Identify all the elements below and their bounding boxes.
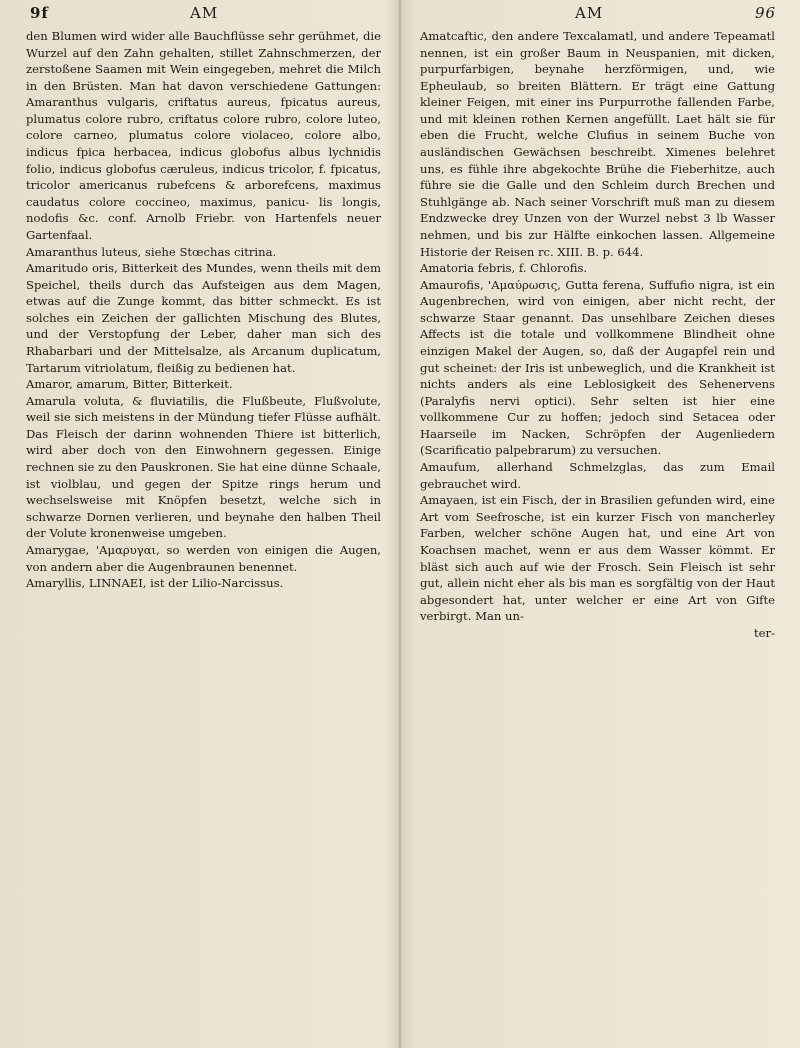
page-gutter: [398, 0, 402, 1048]
entry-amarygae: Amarygae, 'Aμαρυγαι, so werden von einigen die Augen, von andern aber die Augenbraunen benennet.: [26, 542, 381, 574]
entry-amaranthus-luteus: Amaranthus luteus, siehe Stœchas citrina.: [26, 244, 277, 259]
left-running-head: AM: [190, 4, 219, 22]
right-running-head: AM: [575, 4, 604, 22]
running-header: [0, 4, 800, 26]
left-page-number: 9f: [30, 4, 49, 22]
entry-amatcaftic: Amatcaftic, den andere Texcalamatl, und andere Tepeamatl nennen, ist ein großer Baum in Neuspanien, mit dicken, purpurfarbigen, beynahe herzförmigen, und, wie Epheulaub, so breiten Blättern. Er trägt eine Gattung kleiner Feigen, mit einer ins Purpurrothe fallenden Farbe, und mit kleinen rothen Kernen angefüllt. Laet hält sie für eben die Frucht, welche Clufius in seinem Buche von ausländischen Gewächsen beschreibt. Ximenes belehret uns, es fühle ihre abgekochte Brühe die Fieberhitze, auch führe sie die Galle und den Schleim durch Brechen und Stuhlgänge ab. Nach seiner Vorschrift muß man zu diesem Endzwecke drey Unzen von der Wurzel nebst 3 lb Wasser nehmen, und bis zur Hälfte einkochen lassen. Allgemeine Historie der Reisen rc. XIII. B. p. 644.: [420, 29, 775, 259]
entry-amaurofis: Amaurofis, 'Aμαύρωσις, Gutta ferena, Suffufio nigra, ist ein Augenbrechen, wird von einigen, aber nicht recht, der schwarze Staar genannt. Das unsehlbare Zeichen dieses Affects ist die totale und vollkommene Blindheit ohne einzigen Makel der Augen, so, daß der Augapfel rein und gut scheinet: der Iris ist unbeweglich, und die Krankheit ist nichts anders als eine Leblosigkeit des Sehenervens (Paralyfis nervi optici). Sehr selten ist hier eine vollkommene Cur zu hoffen; jedoch sind Setacea oder Haarseile im Nacken, Schröpfen der Augenliedern (Scarificatio palpebrarum) zu versuchen.: [420, 277, 775, 458]
entry-amaritudo-oris: Amaritudo oris, Bitterkeit des Mundes, wenn theils mit dem Speichel, theils durch das Aufsteigen aus dem Magen, etwas auf die Zunge kommt, das bitter schmeckt. Es ist solches ein Zeichen der gallichten Mischung des Blutes, und der Verstopfung der Leber, daher man sich des Rhabarbari und der Mittelsalze, als Arcanum duplicatum, Tartarum vitriolatum, fleißig zu bedienen hat.: [26, 261, 381, 375]
entry-amarula: Amarula voluta, & fluviatilis, die Flußbeute, Flußvolute, weil sie sich meistens in der Mündung tiefer Flüsse aufhält. Das Fleisch der darinn wohnenden Thiere ist bitterlich, wird aber doch von den Einwohnern gegessen. Einige rechnen sie zu den Pauskronen. Sie hat eine dünne Schaale, ist violblau, und gegen der Spitze rings herum und wechselsweise mit Knöpfen besetzt, welche sich in schwarze Dornen verlieren, und beynahe den halben Theil der Volute kronenweise umgeben.: [26, 393, 381, 541]
entry-amatoria-febris: Amatoria febris, f. Chlorofis.: [420, 261, 588, 276]
entry-amaranthus-continued: den Blumen wird wider alle Bauchflüsse sehr gerühmet, die Wurzel auf den Zahn gehalten, stillet Zahnschmerzen, der zerstoßene Saamen mit Wein eingegeben, mehret die Milch in den Brüsten. Man hat davon verschiedene Gattungen: Amaranthus vulgaris, criftatus aureus, fpicatus aureus, plumatus colore rubro, criftatus colore rubro, colore luteo, colore carneo, plumatus colore violaceo, colore albo, indicus fpica herbacea, indicus globofus albus lychnidis folio, indicus globofus cæruleus, indicus tricolor, f. fpicatus, tricolor americanus rubefcens & arborefcens, maximus caudatus colore coccineo, maximus, panicu- lis longis, nodofis &c. conf. Arnolb Friebr. von Hartenfels neuer Gartenfaal.: [26, 29, 381, 242]
entry-amayaen: Amayaen, ist ein Fisch, der in Brasilien gefunden wird, eine Art vom Seefrosche, ist ein kurzer Fisch von mancherley Farben, welcher schöne Augen hat, und eine Art von Koachsen machet, wenn er aus dem Wasser kömmt. Er bläst sich auch auf wie der Frosch. Sein Fleisch ist sehr gut, allein nicht eher als bis man es sorgfältig von der Haut abgesondert hat, unter welcher er eine Art von Gifte verbirgt. Man un-: [420, 493, 775, 624]
catchword: ter-: [754, 625, 775, 640]
right-column: [420, 28, 775, 641]
left-column: [26, 28, 381, 592]
entry-amaufum: Amaufum, allerhand Schmelzglas, das zum Email gebrauchet wird.: [420, 460, 775, 491]
entry-amaror: Amaror, amarum, Bitter, Bitterkeit.: [26, 377, 233, 392]
right-page-number: 96: [755, 4, 777, 22]
entry-amaryllis: Amaryllis, LINNAEI, ist der Lilio-Narcissus.: [26, 576, 284, 591]
